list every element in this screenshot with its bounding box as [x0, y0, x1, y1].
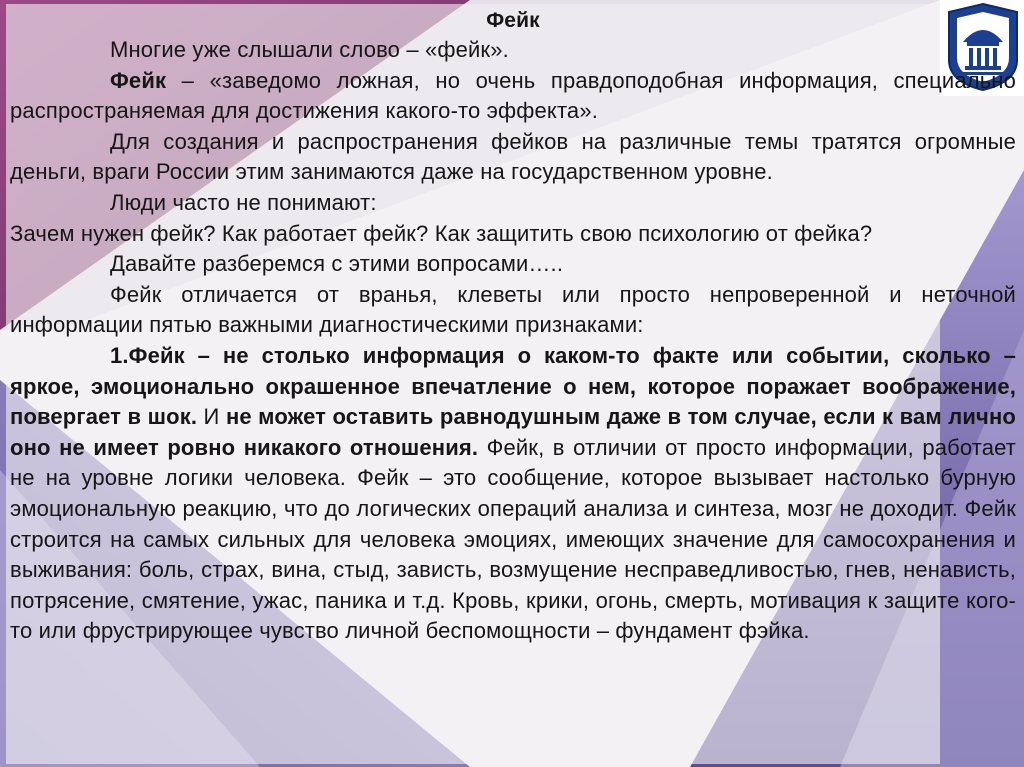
funding-paragraph: Для создания и распространения фейков на различные темы тратятся огромные деньги, враги России этим занимаются даже на государственном уровне.	[10, 128, 1016, 185]
questions-paragraph: Зачем нужен фейк? Как работает фейк? Как защитить свою психологию от фейка?	[10, 220, 873, 246]
five-signs-paragraph: Фейк отличается от вранья, клеветы или просто непроверенной и неточной информации пятью важными диагностическими признаками:	[10, 281, 1016, 338]
lets-discuss-paragraph: Давайте разберемся с этими вопросами…..	[110, 251, 564, 277]
definition-paragraph	[10, 66, 1016, 127]
slide-title: Фейк	[486, 9, 540, 32]
first-sign-explanation: Фейк, в отличии от просто информации, работает не на уровне логики человека. Фейк – это сообщение, которое вызывает настолько бурную эмоциональную реакцию, что до логических операций анализа и синтеза, мозг не доходит. Фейк строится на самых сильных для человека эмоциях, имеющих значение для самосохранения и выживания: боль, страх, вина, стыд, зависть, возмущение несправедливостью, гнев, ненависть, потрясение, смятение, ужас, паника и т.д. Кровь, крики, огонь, смерть, мотивация к защите кого-то или фрустрирующее чувство личной беспомощности – фундамент фэйка.	[10, 434, 1016, 644]
definition-text: – «заведомо ложная, но очень правдоподобная информация, специально распространяемая для достижения какого-то эффекта».	[10, 67, 1016, 124]
definition-term: Фейк	[110, 67, 167, 93]
first-sign-bold-2: не может оставить равнодушным даже в том случае, если к вам лично оно не имеет ровно никакого отношения.	[10, 404, 1016, 460]
intro-paragraph: Многие уже слышали слово – «фейк».	[110, 37, 509, 62]
slide-text-body	[10, 6, 1016, 647]
questions-lead-paragraph: Люди часто не понимают:	[110, 189, 377, 215]
first-sign-bold-1: 1.Фейк – не столько информация о каком-то факте или событии, сколько – яркое, эмоционально окрашенное впечатление о нем, которое поражает воображение, повергает в шок.	[10, 342, 1016, 430]
first-sign-paragraph	[10, 341, 1016, 647]
first-sign-connector: И	[197, 404, 226, 430]
